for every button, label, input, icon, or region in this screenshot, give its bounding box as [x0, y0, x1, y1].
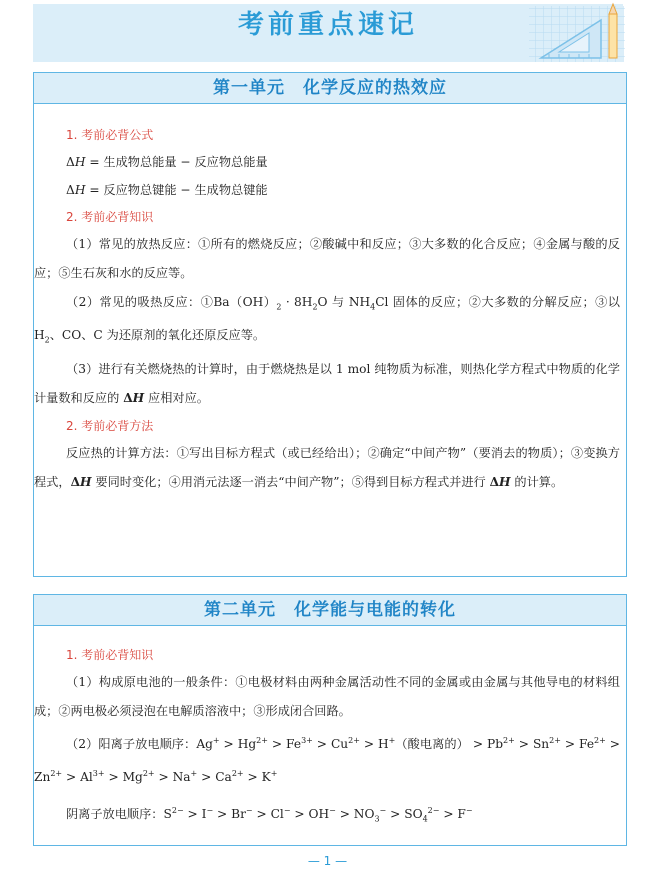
- page-number: — 1 —: [307, 854, 348, 868]
- ion: K+: [261, 769, 278, 785]
- paragraph: （1）构成原电池的一般条件：①电极材料由两种金属活动性不同的金属或由金属与其他导电的材料组成；②两电极必须浸泡在电解质溶液中；③形成闭合回路。: [34, 675, 620, 718]
- ion: Br−: [231, 806, 253, 822]
- ion: I−: [201, 806, 214, 822]
- subheading-knowledge: 2. 考前必背知识: [66, 210, 154, 224]
- paragraph: （3）进行有关燃烧热的计算时，由于燃烧热是以 1 mol 纯物质为标准，则热化学方程式中物质的化学计量数和反应的 ΔH 应相对应。: [34, 361, 620, 405]
- ruler-pencil-icon: [519, 0, 629, 64]
- ion: $Hg^{2+}$: [237, 736, 268, 752]
- section-thermal-effect: [33, 72, 627, 577]
- section-electrochemistry: [33, 594, 627, 846]
- ion: $Mg^{2+}$: [122, 769, 155, 785]
- ion: H+（酸电离的）: [378, 736, 469, 752]
- paragraph: 反应热的计算方法：①写出目标方程式（或已经给出）；②确定“中间产物”（要消去的物质）；③变换方程式，ΔH 要同时变化；④用消元法逐一消去“中间产物”；⑤得到目标方程式并进行 ΔH 的计算。: [34, 445, 620, 489]
- formula-line: ΔH = 反应物总键能 − 生成物总键能: [66, 183, 268, 197]
- ion: $Zn^{2+}$: [34, 769, 63, 785]
- ion: $Al^{3+}$: [80, 769, 105, 785]
- subheading-formulas: 1. 考前必背公式: [66, 128, 154, 142]
- ion: Na+: [172, 769, 198, 785]
- ion: $NO_3^-$: [353, 806, 387, 824]
- ion: Cl−: [270, 806, 291, 822]
- ion: $SO_4^{2-}$: [404, 806, 440, 824]
- anion-order: 阴离子放电顺序：$S^{2-} > I^- > Br^- > Cl^- > OH^- > NO_3^- > SO_4^{2-} > F^-$: [66, 806, 473, 824]
- formula-line: ΔH = 生成物总能量 − 反应物总能量: [66, 155, 268, 169]
- ion: $S^{2-}$: [163, 806, 184, 822]
- ion: $Ca^{2+}$: [215, 769, 244, 785]
- cation-order: （2）阳离子放电顺序：$Ag^+ > Hg^{2+} > Fe^{3+} > Cu^{2+} > H^+$（酸电离的） > $Pb^{2+} > Sn^{2+} > Fe^{2+} > Zn^{2+} > Al^{3+} > Mg^{2+} > Na^+ > Ca^{2+} > K^+$: [34, 736, 620, 785]
- cation-list: $Ag^+ > Hg^{2+} > Fe^{3+} > Cu^{2+} > H^+$（酸电离的） > $Pb^{2+} > Sn^{2+} > Fe^{2+} > Zn^{2+} > Al^{3+} > Mg^{2+} > Na^+ > Ca^{2+} > K^+$: [34, 736, 620, 785]
- ion: OH−: [308, 806, 336, 822]
- ion: $Fe^{2+}$: [579, 736, 606, 752]
- section-title: 第二单元 化学能与电能的转化: [34, 595, 626, 626]
- page-title: 考前重点速记: [237, 10, 418, 40]
- subheading-methods: 2. 考前必背方法: [66, 418, 154, 433]
- anion-list: $S^{2-} > I^- > Br^- > Cl^- > OH^- > NO_3^- > SO_4^{2-} > F^-$: [163, 806, 473, 824]
- ion: $Pb^{2+}$: [487, 736, 515, 752]
- ion: Ag+: [196, 736, 220, 752]
- ion: $Cu^{2+}$: [330, 736, 360, 752]
- ion: F−: [457, 806, 473, 822]
- paragraph: （1）常见的放热反应：①所有的燃烧反应；②酸碱中和反应；③大多数的化合反应；④金属与酸的反应；⑤生石灰和水的反应等。: [34, 237, 620, 280]
- ion: $Sn^{2+}$: [532, 736, 561, 752]
- ion: $Fe^{3+}$: [286, 736, 313, 752]
- section-title: 第一单元 化学反应的热效应: [34, 73, 626, 104]
- paragraph: （2）常见的吸热反应：$①Ba(OH)_2 \cdot 8H_2O$ 与 $NH_4Cl$ 固体的反应；②大多数的分解反应；③以$H_2$、CO、C 为还原剂的氧化还原反应等。: [34, 295, 620, 345]
- subheading-knowledge: 1. 考前必背知识: [66, 648, 154, 662]
- header-banner: [33, 4, 623, 62]
